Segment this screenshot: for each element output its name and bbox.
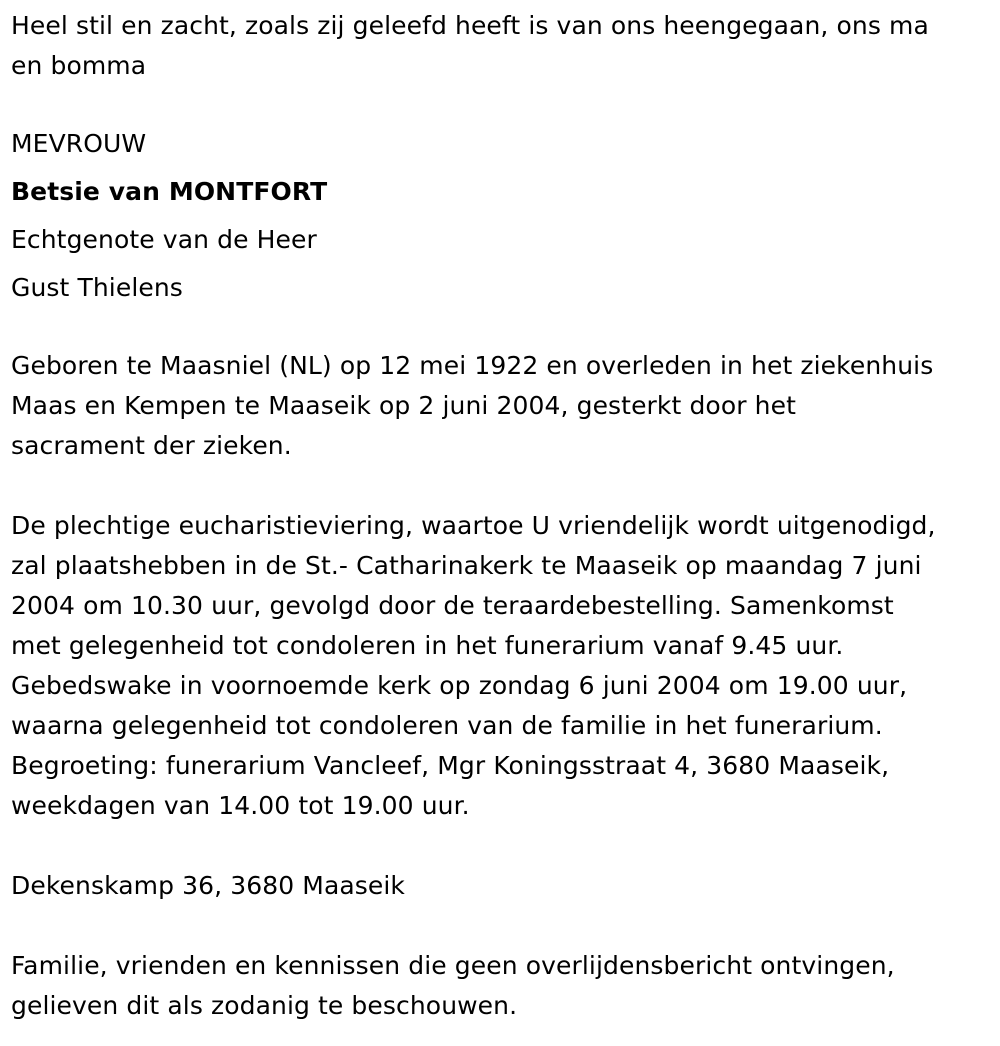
spouse-line-1: Echtgenote van de Heer [11,225,317,254]
closing-line-1: Familie, vrienden en kennissen die geen overlijdensbericht ontvingen, [11,951,895,980]
spouse-line-2: Gust Thielens [11,273,183,302]
birth-death-line-1: Geboren te Maasniel (NL) op 12 mei 1922 en overleden in het ziekenhuis [11,351,934,380]
intro-line-2: en bomma [11,51,147,80]
service-line-3: 2004 om 10.30 uur, gevolgd door de teraardebestelling. Samenkomst [11,591,894,620]
person-title: MEVROUW [11,129,147,158]
service-line-6: waarna gelegenheid tot condoleren van de familie in het funerarium. [11,711,883,740]
birth-death-line-2: Maas en Kempen te Maaseik op 2 juni 2004, gesterkt door het [11,391,796,420]
closing-paragraph [11,946,990,1026]
closing-line-2: gelieven dit als zodanig te beschouwen. [11,991,518,1020]
home-address: Dekenskamp 36, 3680 Maaseik [11,871,406,900]
service-paragraph [11,506,990,826]
service-line-2: zal plaatshebben in de St.- Catharinakerk te Maaseik op maandag 7 juni [11,551,922,580]
service-line-1: De plechtige eucharistieviering, waartoe U vriendelijk wordt uitgenodigd, [11,511,936,540]
address-paragraph [11,866,990,906]
intro-line-1: Heel stil en zacht, zoals zij geleefd heeft is van ons heengegaan, ons ma [11,11,929,40]
service-line-4: met gelegenheid tot condoleren in het funerarium vanaf 9.45 uur. [11,631,844,660]
service-line-8: weekdagen van 14.00 tot 19.00 uur. [11,791,470,820]
service-line-7: Begroeting: funerarium Vancleef, Mgr Koningsstraat 4, 3680 Maaseik, [11,751,890,780]
person-name: Betsie van MONTFORT [11,177,328,206]
service-line-5: Gebedswake in voornoemde kerk op zondag 6 juni 2004 om 19.00 uur, [11,671,908,700]
birth-death-line-3: sacrament der zieken. [11,431,292,460]
intro-paragraph [11,6,990,86]
birth-death-paragraph [11,346,990,466]
person-block [11,124,990,308]
